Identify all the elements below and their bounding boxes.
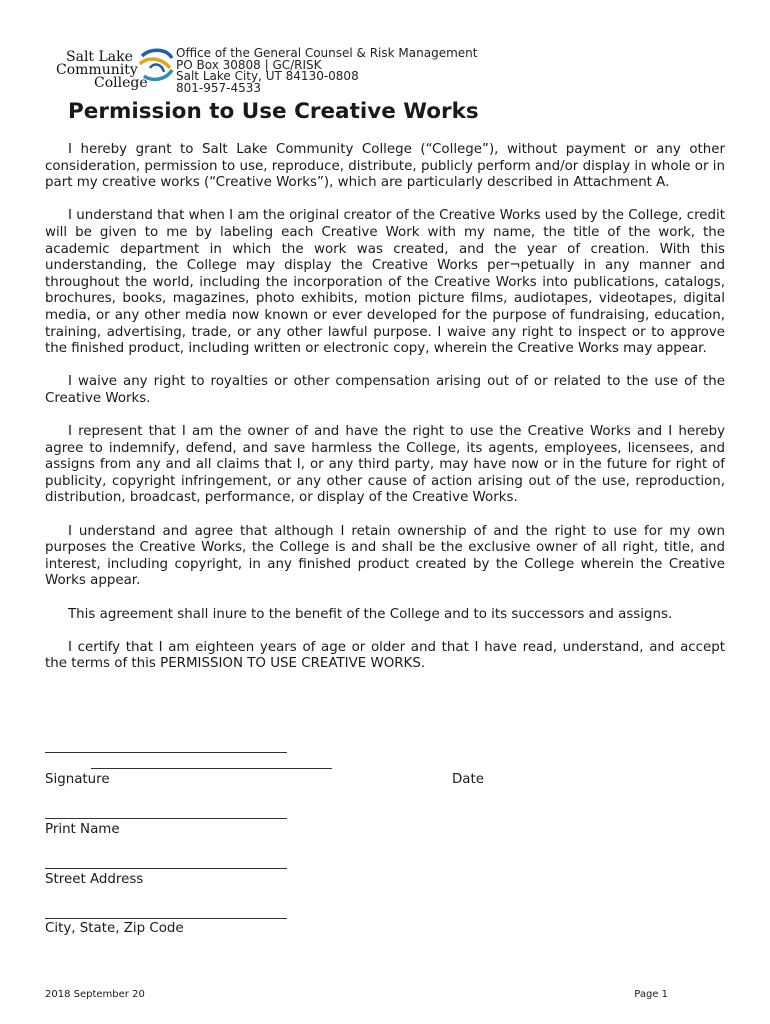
office-address-block bbox=[176, 48, 477, 94]
paragraph-royalties: I waive any right to royalties or other compensation arising out of or related to the use of the Creative Works. bbox=[45, 374, 725, 406]
signature-label: Signature bbox=[45, 772, 110, 787]
college-logo bbox=[54, 46, 174, 94]
office-name: Office of the General Counsel & Risk Management bbox=[176, 46, 478, 60]
paragraph-certify: I certify that I am eighteen years of age or older and that I have read, understand, and accept the terms of this PERMISSION TO USE CREATIVE WORKS. bbox=[45, 639, 725, 672]
print-name-line[interactable] bbox=[45, 818, 287, 819]
agreement-body bbox=[45, 142, 725, 690]
office-city: Salt Lake City, UT 84130-0808 bbox=[176, 69, 359, 83]
footer-date: 2018 September 20 bbox=[45, 989, 145, 1000]
street-address-line[interactable] bbox=[45, 868, 287, 869]
logo-line-2: Community bbox=[56, 62, 138, 78]
footer-page-number: Page 1 bbox=[634, 989, 668, 1000]
paragraph-ownership: I understand and agree that although I retain ownership of and the right to use for my own purposes the Creative Works, the College is and shall be the exclusive owner of all right, title, and interest, including copyright, in any finished product created by the College wherein the Creative Works appear. bbox=[45, 523, 725, 589]
paragraph-indemnify: I represent that I am the owner of and have the right to use the Creative Works and I hereby agree to indemnify, defend, and save harmless the College, its agents, employees, licensees, and assigns from any and all claims that I, or any third party, may have now or in the future for right of publicity, copyright infringement, or any other cause of action arising out of the use, reproduction, distribution, broadcast, performance, or display of the Creative Works. bbox=[45, 424, 725, 506]
city-state-zip-line[interactable] bbox=[45, 918, 287, 919]
logo-line-3: College bbox=[94, 75, 148, 91]
date-line[interactable] bbox=[91, 768, 332, 769]
date-label: Date bbox=[452, 772, 485, 787]
signature-line[interactable] bbox=[45, 752, 287, 753]
city-state-zip-label: City, State, Zip Code bbox=[45, 921, 184, 936]
document-title: Permission to Use Creative Works bbox=[68, 99, 479, 124]
office-po-box: PO Box 30808 | GC/RISK bbox=[176, 57, 322, 72]
paragraph-successors: This agreement shall inure to the benefit of the College and to its successors and assigns. bbox=[68, 606, 673, 622]
street-address-label: Street Address bbox=[45, 872, 144, 887]
office-phone: 801-957-4533 bbox=[176, 80, 262, 95]
logo-line-1: Salt Lake bbox=[66, 49, 133, 65]
logo-swoosh-icon bbox=[136, 46, 176, 86]
print-name-label: Print Name bbox=[45, 822, 120, 837]
paragraph-grant: I hereby grant to Salt Lake Community College (“College”), without payment or any other consideration, permission to use, reproduce, distribute, publicly perform and/or display in whole or in part my creative works (“Creative Works”), which are particularly described in Attachment A. bbox=[45, 142, 725, 191]
paragraph-credit: I understand that when I am the original creator of the Creative Works used by the College, credit will be given to me by labeling each Creative Work with my name, the title of the work, the academic department in which the work was created, and the year of creation. With this understanding, the College may display the Creative Works per¬petually in any manner and throughout the world, including the incorporation of the Creative Works into publications, catalogs, brochures, books, magazines, photo exhibits, motion picture films, audiotapes, videotapes, digital media, or any other media now known or ever developed for the purpose of fundraising, education, training, advertising, trade, or any other lawful purpose. I waive any right to inspect or to approve the finished product, including written or electronic copy, wherein the Creative Works may appear. bbox=[45, 208, 725, 357]
